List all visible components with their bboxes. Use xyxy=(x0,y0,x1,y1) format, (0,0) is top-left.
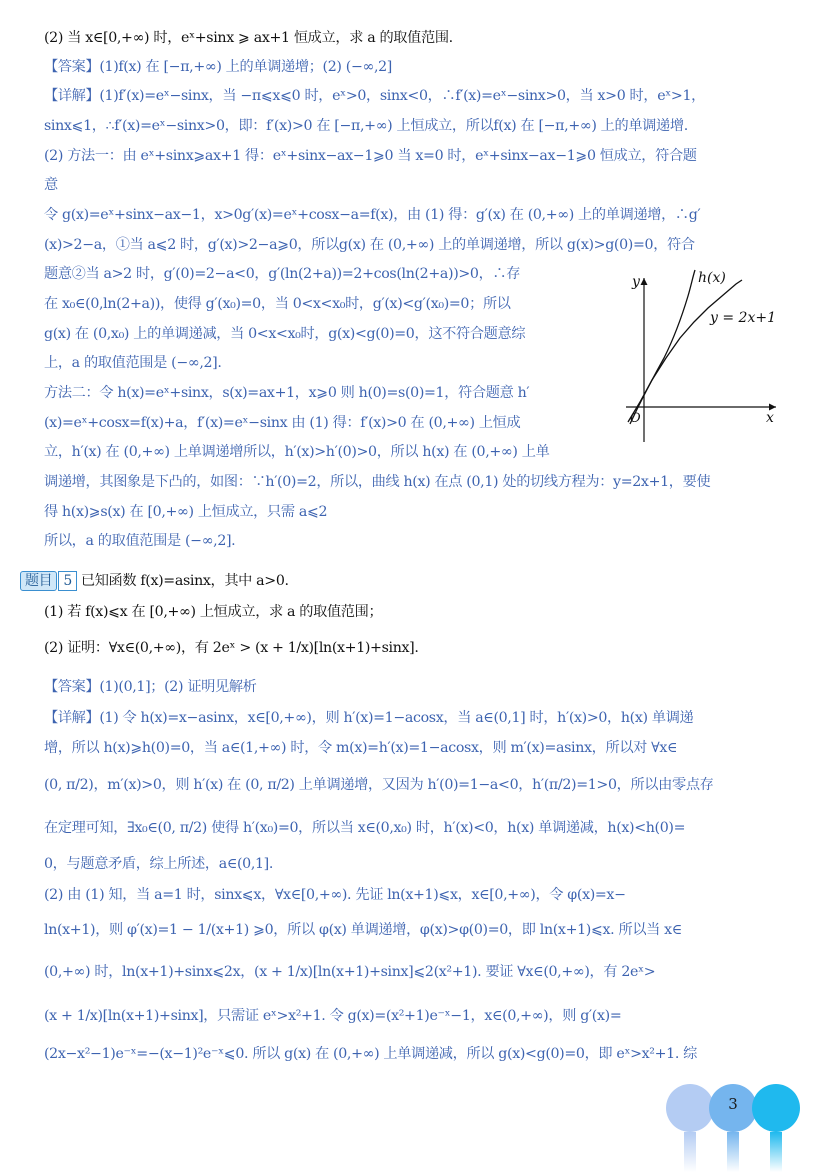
problem-badge: 题目 xyxy=(20,571,57,591)
x-axis-label: x xyxy=(766,410,774,426)
line-label: y = 2x+1 xyxy=(710,310,776,326)
detail-line: 【详解】(1)f′(x)=eˣ−sinx，当 −π⩽x⩽0 时，eˣ>0，sinx<0，∴f′(x)=eˣ−sinx>0，当 x>0 时，eˣ>1， xyxy=(44,88,705,104)
detail-line: (2) 方法一：由 eˣ+sinx⩾ax+1 得：eˣ+sinx−ax−1⩾0 当 x=0 时，eˣ+sinx−ax−1⩾0 恒成立，符合题 xyxy=(44,148,697,164)
detail-line: (x)>2−a，①当 a⩽2 时，g′(x)>2−a⩾0，所以g(x) 在 (0,+∞) 上的单调递增，所以 g(x)>g(0)=0，符合 xyxy=(44,237,695,253)
h-curve xyxy=(630,270,695,424)
detail-line: 题意②当 a>2 时，g′(0)=2−a<0，g′(ln(2+a))=2+cos(ln(2+a))>0，∴存 xyxy=(44,266,521,282)
detail-line: 立，h′(x) 在 (0,+∞) 上单调递增所以，h′(x)>h′(0)>0，所以 h(x) 在 (0,+∞) 上单 xyxy=(44,444,550,460)
decor-circle xyxy=(752,1084,800,1132)
y-axis-label: y xyxy=(632,274,640,290)
detail-line: 令 g(x)=eˣ+sinx−ax−1，x>0g′(x)=eˣ+cosx−a=f(x)，由 (1) 得：g′(x) 在 (0,+∞) 上的单调递增，∴g′ xyxy=(44,207,701,223)
detail-line: (2) 由 (1) 知，当 a=1 时，sinx⩽x，∀x∈[0,+∞). 先证 ln(x+1)⩽x，x∈[0,+∞)，令 φ(x)=x− xyxy=(44,887,626,903)
detail-line: sinx⩽1，∴f′(x)=eˣ−sinx>0，即：f′(x)>0 在 [−π,+∞) 上恒成立，所以f(x) 在 [−π,+∞) 上的单调递增. xyxy=(44,118,688,134)
detail-line: (0,+∞) 时，ln(x+1)+sinx⩽2x，(x + 1/x)[ln(x+1)+sinx]⩽2(x²+1). 要证 ∀x∈(0,+∞)，有 2eˣ> xyxy=(44,964,656,980)
detail-line: g(x) 在 (0,x₀) 上的单调递减，当 0<x<x₀时，g(x)<g(0)=0，这不符合题意综 xyxy=(44,326,526,342)
problem5-part2: (2) 证明：∀x∈(0,+∞)，有 2eˣ > (x + 1/x)[ln(x+1)+sinx]. xyxy=(44,640,419,656)
detail-line: 【详解】(1) 令 h(x)=x−asinx，x∈[0,+∞)，则 h′(x)=1−acosx，当 a∈(0,1] 时，h′(x)>0，h(x) 单调递 xyxy=(44,710,694,726)
detail-line: (x)=eˣ+cosx=f(x)+a，f′(x)=eˣ−sinx 由 (1) 得：f′(x)>0 在 (0,+∞) 上恒成 xyxy=(44,415,521,431)
detail-line: 得 h(x)⩾s(x) 在 [0,+∞) 上恒成立，只需 a⩽2 xyxy=(44,504,328,520)
detail-line: 0，与题意矛盾，综上所述，a∈(0,1]. xyxy=(44,856,274,872)
problem5-part1: (1) 若 f(x)⩽x 在 [0,+∞) 上恒成立，求 a 的取值范围； xyxy=(44,604,383,620)
problem5-stem: 已知函数 f(x)=asinx，其中 a>0. xyxy=(80,573,289,589)
detail-line: 在定理可知，∃x₀∈(0, π/2) 使得 h′(x₀)=0，所以当 x∈(0,x₀) 时，h′(x)<0，h(x) 单调递减，h(x)<h(0)= xyxy=(44,820,686,836)
page-number: 3 xyxy=(728,1095,738,1113)
detail-line: 方法二：令 h(x)=eˣ+sinx，s(x)=ax+1，x⩾0 则 h(0)=s(0)=1，符合题意 h′ xyxy=(44,385,530,401)
convex-function-graph xyxy=(618,262,788,447)
detail-line: 意 xyxy=(44,177,58,193)
decor-circle xyxy=(666,1084,714,1132)
page-number-decoration xyxy=(666,1084,806,1174)
detail-line: 调递增，其图象是下凸的，如图：∵h′(0)=2，所以，曲线 h(x) 在点 (0,1) 处的切线方程为：y=2x+1，要使 xyxy=(44,474,711,490)
problem-number: 5 xyxy=(58,571,77,591)
problem4-part2: (2) 当 x∈[0,+∞) 时，eˣ+sinx ⩾ ax+1 恒成立，求 a 的取值范围. xyxy=(44,30,453,46)
origin-label: O xyxy=(630,411,641,426)
curve-label: h(x) xyxy=(698,270,726,286)
problem5-answer: 【答案】(1)(0,1]；(2) 证明见解析 xyxy=(44,679,257,695)
detail-line: (2x−x²−1)e⁻ˣ=−(x−1)²e⁻ˣ⩽0. 所以 g(x) 在 (0,+∞) 上单调递减，所以 g(x)<g(0)=0，即 eˣ>x²+1. 综 xyxy=(44,1046,698,1062)
detail-line: 增，所以 h(x)⩾h(0)=0，当 a∈(1,+∞) 时，令 m(x)=h′(x)=1−acosx，则 m′(x)=asinx，所以对 ∀x∈ xyxy=(44,740,678,756)
detail-line: (0, π/2)，m′(x)>0，则 h′(x) 在 (0, π/2) 上单调递增，又因为 h′(0)=1−a<0，h′(π/2)=1>0，所以由零点存 xyxy=(44,777,714,793)
detail-line: ln(x+1)，则 φ′(x)=1 − 1/(x+1) ⩾0，所以 φ(x) 单调递增，φ(x)>φ(0)=0，即 ln(x+1)⩽x. 所以当 x∈ xyxy=(44,922,682,938)
decor-drip xyxy=(727,1132,739,1172)
problem4-answer: 【答案】(1)f(x) 在 [−π,+∞) 上的单调递增；(2) (−∞,2] xyxy=(44,59,392,75)
detail-line: 在 x₀∈(0,ln(2+a))，使得 g′(x₀)=0，当 0<x<x₀时，g′(x)<g′(x₀)=0；所以 xyxy=(44,296,511,312)
detail-line: (x + 1/x)[ln(x+1)+sinx]，只需证 eˣ>x²+1. 令 g(x)=(x²+1)e⁻ˣ−1，x∈(0,+∞)，则 g′(x)= xyxy=(44,1008,622,1024)
decor-drip xyxy=(684,1132,696,1172)
decor-drip xyxy=(770,1132,782,1172)
detail-line: 上，a 的取值范围是 (−∞,2]. xyxy=(44,355,222,371)
problem5-header xyxy=(20,571,289,591)
tangent-line xyxy=(628,280,742,422)
detail-line: 所以，a 的取值范围是 (−∞,2]. xyxy=(44,533,236,549)
